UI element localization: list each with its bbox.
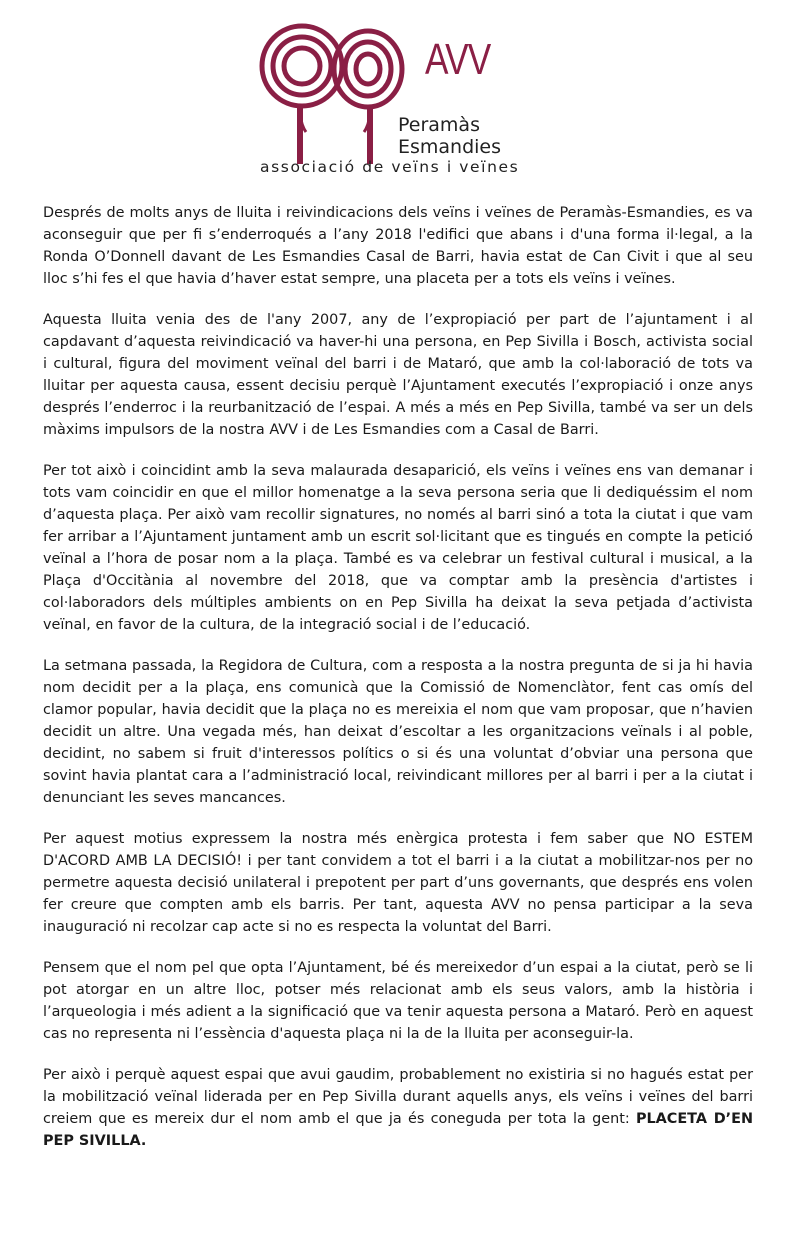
paragraph-4: La setmana passada, la Regidora de Cultura, com a resposta a la nostra pregunta de si ja hi havia nom decidit per a la plaça, ens comunicà que la Comissió de Nomenclàtor, fent cas omís del clamor popular, havia decidit que la plaça no es mereixia el nom que vam proposar, que n’havien decidit un altre. Una vegada més, han deixat d’escoltar a les organitzacions veïnals i al poble, decidint, no sabem si fruit d'interessos polítics o si és una voluntat d’obviar una persona que sovint havia plantat cara a l’administració local, reivindicant millores per al barri i per a la ciutat i denunciant les seves mancances.	[43, 658, 753, 806]
paragraph-6: Pensem que el nom pel que opta l’Ajuntament, bé és mereixedor d’un espai a la ciutat, però se li pot atorgar en un altre lloc, potser més relacionat amb els seus valors, amb la història i l’arqueologia i més adient a la significació que va tenir aquesta persona a Mataró. Però en aquest cas no representa ni l’essència d'aquesta plaça ni la de la lluita per aconseguir-la.	[43, 960, 753, 1042]
paragraph-2: Aquesta lluita venia des de l'any 2007, any de l’expropiació per part de l’ajuntament i al capdavant d’aquesta reivindicació va haver-hi una persona, en Pep Sivilla i Bosch, activista social i cultural, figura del moviment veïnal del barri i de Mataró, que amb la col·laboració de tots va lluitar per aquesta causa, essent decisiu perquè l’Ajuntament executés l’expropiació i onze anys després l’enderroc i la reurbanització de l’espai. A més a més en Pep Sivilla, també va ser un dels màxims impulsors de la nostra AVV i de Les Esmandies com a Casal de Barri.	[43, 312, 753, 438]
paragraph-7	[43, 1064, 753, 1152]
paragraph-7-text: Per això i perquè aquest espai que avui gaudim, probablement no existiria si no hagués estat per la mobilització veïnal liderada per en Pep Sivilla durant aquells anys, els veïns i veïnes del barri creiem que es mereix dur el nom amb el que ja és coneguda per tota la gent:	[43, 1067, 753, 1127]
logo-brand-text: AVV	[425, 35, 491, 84]
letter-body	[43, 202, 753, 1152]
logo-name-line1: Peramàs	[398, 114, 480, 136]
paragraph-5: Per aquest motius expressem la nostra més enèrgica protesta i fem saber que NO ESTEM D'ACORD AMB LA DECISIÓ! i per tant convidem a tot el barri i a la ciutat a mobilitzar-nos per no permetre aquesta decisió unilateral i prepotent per part d’uns governants, que després ens volen fer creure que compten amb els barris. Per tant, aquesta AVV no pensa participar a la seva inauguració ni recolzar cap acte si no es respecta la voluntat del Barri.	[43, 831, 753, 935]
association-logo	[250, 14, 550, 174]
logo-subtitle: associació de veïns i veïnes	[260, 158, 520, 176]
paragraph-1: Després de molts anys de lluita i reivindicacions dels veïns i veïnes de Peramàs-Esmandies, es va aconseguir que per fi s’enderroqués a l’any 2018 l'edifici que abans i d'una forma il·legal, a la Ronda O’Donnell davant de Les Esmandies Casal de Barri, havia estat de Can Civit i que al seu lloc s’hi fes el que havia d’haver estat sempre, una placeta per a tots els veïns i veïnes.	[43, 205, 753, 287]
paragraph-3: Per tot això i coincidint amb la seva malaurada desaparició, els veïns i veïnes ens van demanar i tots vam coincidir en que el millor homenatge a la seva persona seria que li dediquéssim el nom d’aquesta plaça. Per això vam recollir signatures, no només al barri sinó a tota la ciutat i que vam fer arribar a l’Ajuntament juntament amb un escrit sol·licitant que es tingués en compte la petició veïnal a l’hora de posar nom a la plaça. També es va celebrar un festival cultural i musical, a la Plaça d'Occitània al novembre del 2018, que va comptar amb la presència d'artistes i col·laboradors dels múltiples ambients on en Pep Sivilla ha deixat la seva petjada d’activista veïnal, en favor de la cultura, de la integració social i de l’educació.	[43, 463, 753, 633]
logo-name-line2: Esmandies	[398, 136, 502, 158]
placeta-name-emphasis: PLACETA D’EN PEP SIVILLA.	[43, 1111, 753, 1149]
